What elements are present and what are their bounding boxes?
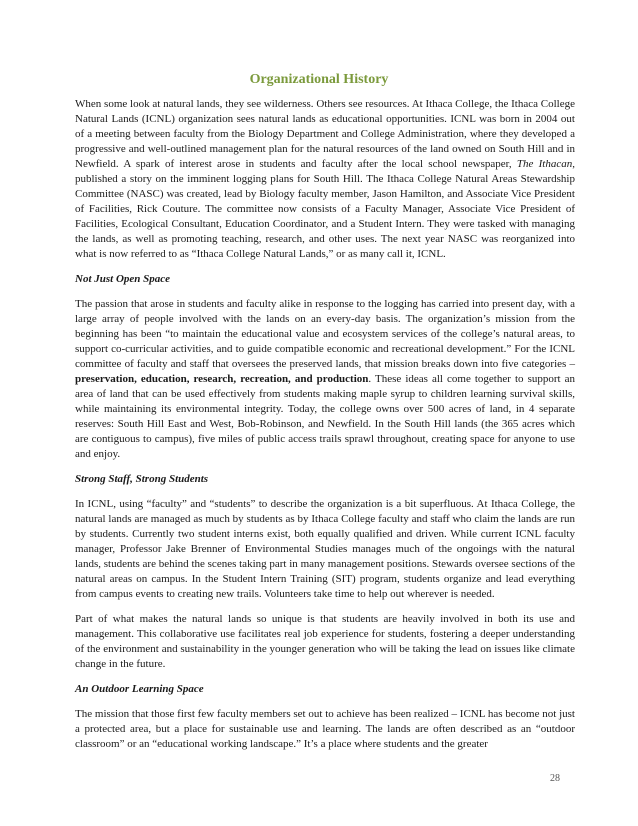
mission-categories: preservation, education, research, recreation, and production xyxy=(75,373,369,385)
page-content xyxy=(75,97,575,762)
intro-text-part-2: , published a story on the imminent logging plans for South Hill. The Ithaca College Natural Areas Stewardship Committee (NASC) was created, lead by Biology faculty member, Jason Hamilton, and Associate Vice President of Facilities, Rick Couture. The committee now consists of a Faculty Manager, Associate Vice President of Facilities, Ecological Consultant, Education Coordinator, and a Student Intern. They were tasked with managing the lands, as well as promoting teaching, research, and other uses. The next year NASC was reorganized into what is now referred to as “Ithaca College Natural Lands,” or as many call it, ICNL. xyxy=(75,158,575,260)
page-number: 28 xyxy=(550,773,560,784)
intro-text-part-1: When some look at natural lands, they see wilderness. Others see resources. At Ithaca College, the Ithaca College Natural Lands (ICNL) organization sees natural lands as educational opportunities. ICNL was born in 2004 out of a meeting between faculty from the Biology Department and College Administration, where they developed a progressive and well-outlined management plan for the natural resources of the land owned on South Hill and in Newfield. A spark of interest arose in students and faculty after the local school newspaper, xyxy=(75,98,575,170)
page-title: Organizational History xyxy=(249,72,389,87)
open-space-text-part-2: . These ideas all come together to support an area of land that can be used effectively from students making maple syrup to children learning survival skills, while maintaining its environmental integrity. Today, the college owns over 500 acres of land, in 4 separate reserves: South Hill East and West, Bob-Robinson, and Newfield. In the South Hill lands (the 365 acres which are contiguous to campus), five miles of public access trails sprawl throughout, creating space for anyone to use and enjoy. xyxy=(75,373,575,460)
open-space-text-part-1: The passion that arose in students and faculty alike in response to the logging has carried into present day, with a large array of people involved with the lands on an every-day basis. The organization’s mission from the beginning has been “to maintain the educational value and ecosystem services of the college’s natural areas, to support co-curricular activities, and to guide compatible economic and recreational development.” For the ICNL committee of faculty and staff that oversees the preserved lands, that mission breaks down into five categories – xyxy=(75,298,575,370)
intro-paragraph xyxy=(75,97,575,262)
staff-students-paragraph-1: In ICNL, using “faculty” and “students” to describe the organization is a bit superfluous. At Ithaca College, the natural lands are managed as much by students as by Ithaca College faculty and staff who claim the lands are run by students. Currently two student interns exist, both equally qualified and driven. While current ICNL faculty manager, Professor Jake Brenner of Environmental Studies manages much of the ongoings with the natural lands, students are behind the scenes taking part in many management positions. Stewards oversee sections of the natural areas on campus. In the Student Intern Training (SIT) program, students organize and lead everything from campus events to creating new trails. Volunteers take time to help out wherever is needed. xyxy=(75,498,575,600)
section-heading-outdoor-learning: An Outdoor Learning Space xyxy=(75,683,204,695)
section-heading-open-space: Not Just Open Space xyxy=(75,273,171,285)
outdoor-learning-paragraph: The mission that those first few faculty members set out to achieve has been realized – ICNL has become not just a protected area, but a place for sustainable use and learning. The lands are often described as an “outdoor classroom” or an “educational working landscape.” It’s a place where students and the greater xyxy=(75,708,575,750)
open-space-paragraph xyxy=(75,297,575,462)
newspaper-name: The Ithacan xyxy=(516,158,573,170)
section-heading-staff-students: Strong Staff, Strong Students xyxy=(75,473,209,485)
staff-students-paragraph-2: Part of what makes the natural lands so unique is that students are heavily involved in both its use and management. This collaborative use facilitates real job experience for students, fostering a deeper understanding of the environment and sustainability in the younger generation who will be taking the lead on issues like climate change in the future. xyxy=(75,613,575,670)
